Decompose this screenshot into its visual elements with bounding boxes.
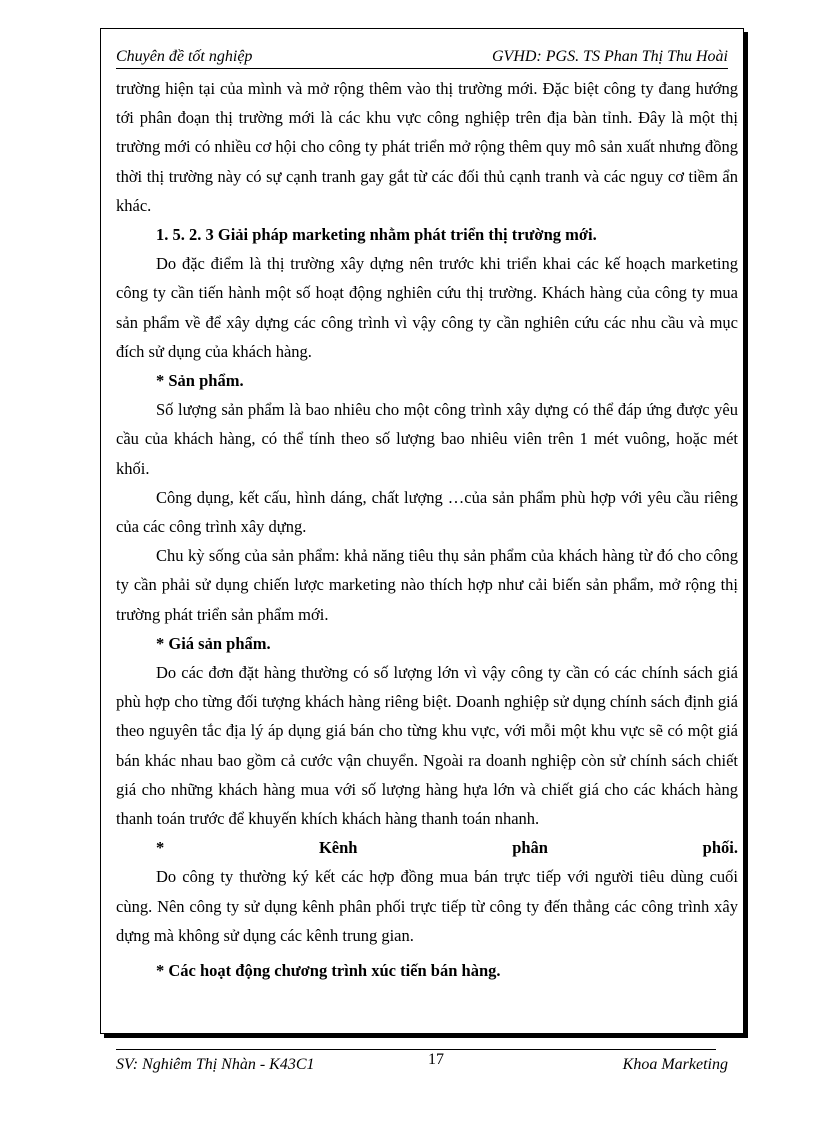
paragraph: Do đặc điểm là thị trường xây dựng nên trước khi triển khai các kế hoạch marketing công ty cần tiến hành một số hoạt động nghiên cứu thị trường. Khách hàng của công ty mua sản phẩm về để xây dựng các công trình vì vậy công ty cần nghiên cứu các nhu cầu và mục đích sử dụng của khách hàng. <box>116 254 738 361</box>
page-number: 17 <box>428 1051 444 1068</box>
paragraph: Chu kỳ sống của sản phẩm: khả năng tiêu thụ sản phẩm của khách hàng từ đó cho công ty cần phải sử dụng chiến lược marketing nào thích hợp như cải biến sản phẩm, mở rộng thị trường phát triển sản phẩm mới. <box>116 546 738 624</box>
header-left: Chuyên đề tốt nghiệp <box>116 48 253 65</box>
footer-divider <box>116 1049 716 1050</box>
page-footer <box>116 1051 728 1076</box>
paragraph: Do công ty thường ký kết các hợp đồng mua bán trực tiếp với người tiêu dùng cuối cùng. Nên công ty sử dụng kênh phân phối trực tiếp từ công ty đến thẳng các công trình xây dựng mà không sử dụng các kênh trung gian. <box>116 867 738 945</box>
section-heading: 1. 5. 2. 3 Giải pháp marketing nhằm phát triển thị trường mới. <box>156 225 597 245</box>
footer-right: Khoa Marketing <box>622 1056 728 1073</box>
document-body <box>116 74 738 985</box>
paragraph: Do các đơn đặt hàng thường có số lượng lớn vì vậy công ty cần có các chính sách giá phù hợp cho từng đối tượng khách hàng riêng biệt. Doanh nghiệp sử dụng chính sách định giá theo nguyên tắc địa lý áp dụng giá bán cho từng khu vực, với mỗi một khu vực sẽ có một giá bán khác nhau bao gồm cả cước vận chuyển. Ngoài ra doanh nghiệp còn sử chính sách chiết giá cho những khách hàng mua với số lượng hàng hựa lớn và chiết giá cho các khách hàng thanh toán trước để khuyến khích khách hàng thanh toán nhanh. <box>116 663 738 829</box>
subsection-heading: * Giá sản phẩm. <box>156 633 271 653</box>
paragraph: trường hiện tại của mình và mở rộng thêm vào thị trường mới. Đặc biệt công ty đang hướng tới phân đoạn thị trường mới là các khu vực công nghiệp trên địa bàn tỉnh. Đây là một thị trường mới có nhiều cơ hội cho công ty phát triển mở rộng thêm quy mô sản xuất nhưng đồng thời thị trường này có sự cạnh tranh gay gắt từ các đối thủ cạnh tranh và các nguy cơ tiềm ẩn khác. <box>116 79 738 215</box>
subsection-heading: * Các hoạt động chương trình xúc tiến bán hàng. <box>156 961 501 981</box>
footer-left: SV: Nghiêm Thị Nhàn - K43C1 <box>116 1056 315 1073</box>
paragraph: Công dụng, kết cấu, hình dáng, chất lượng …của sản phẩm phù hợp với yêu cầu riêng của các công trình xây dựng. <box>116 487 738 537</box>
subsection-heading: * Kênh phân phối. <box>156 838 738 858</box>
page-header <box>116 46 728 69</box>
header-right: GVHD: PGS. TS Phan Thị Thu Hoài <box>491 48 728 65</box>
subsection-heading: * Sản phẩm. <box>156 371 244 391</box>
paragraph: Số lượng sản phẩm là bao nhiêu cho một công trình xây dựng có thể đáp ứng được yêu cầu của khách hàng, có thể tính theo số lượng bao nhiêu viên trên 1 mét vuông, hoặc mét khối. <box>116 400 738 478</box>
